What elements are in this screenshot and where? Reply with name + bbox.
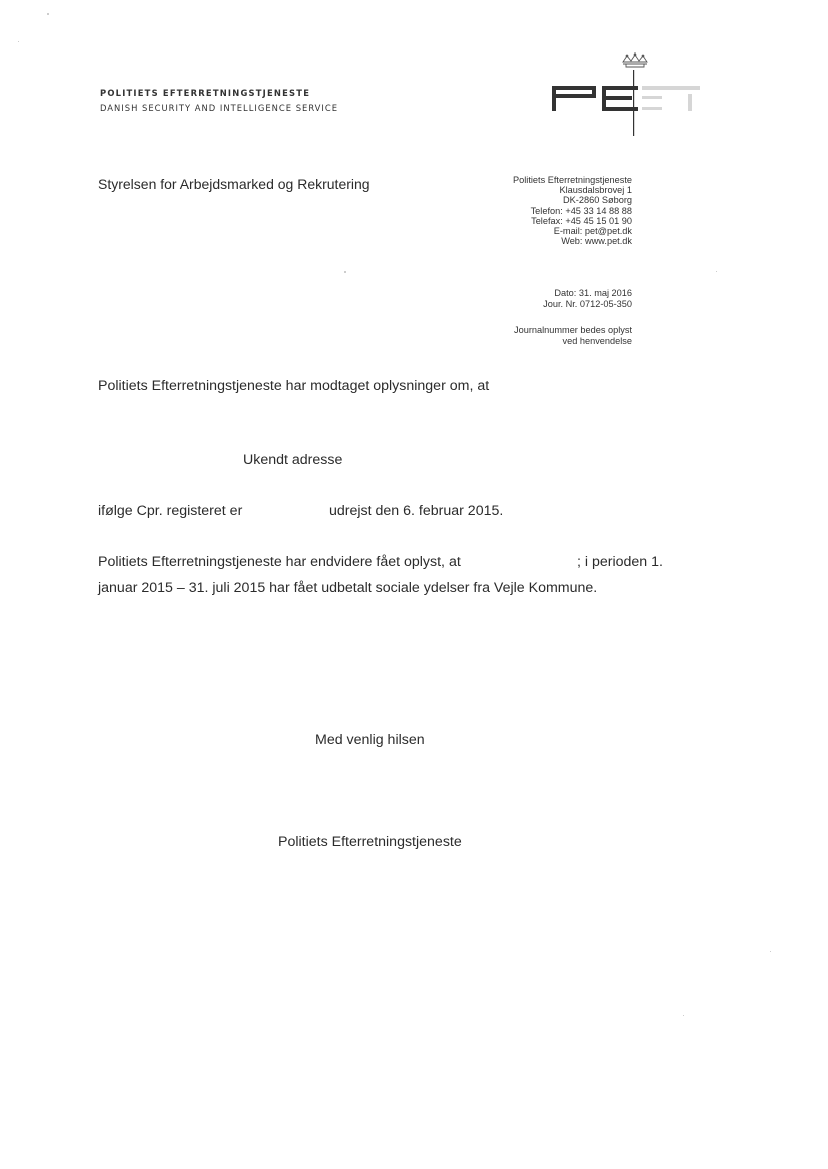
journal-note-line-2: ved henvendelse — [562, 335, 632, 346]
org-name-english: DANISH SECURITY AND INTELLIGENCE SERVICE — [100, 103, 339, 113]
sender-phone: Telefon: +45 33 14 88 88 — [530, 205, 632, 216]
address-line: Ukendt adresse — [243, 452, 343, 468]
scan-speck — [18, 41, 19, 42]
journal-note-line-1: Journalnummer bedes oplyst — [514, 325, 632, 335]
scan-speck — [716, 271, 717, 272]
scan-speck — [770, 951, 771, 952]
sender-fax: Telefax: +45 45 15 01 90 — [531, 215, 632, 226]
sender-street: Klausdalsbrovej 1 — [559, 185, 632, 196]
paragraph-2-line-1-start: Politiets Efterretningstjeneste har endvidere fået oplyst, at — [98, 554, 461, 570]
recipient-name: Styrelsen for Arbejdsmarked og Rekrutering — [98, 176, 370, 192]
sender-address-block — [513, 175, 632, 246]
crown-icon — [623, 52, 647, 67]
closing-signature: Politiets Efterretningstjeneste — [278, 834, 462, 850]
scan-speck — [683, 1015, 684, 1016]
sender-name: Politiets Efterretningstjeneste — [513, 175, 632, 185]
pet-logo — [548, 52, 720, 138]
scan-speck — [47, 13, 49, 15]
journal-number: Jour. Nr. 0712-05-350 — [543, 298, 632, 309]
letter-date: Dato: 31. maj 2016 — [554, 288, 632, 298]
org-name-danish: POLITIETS EFTERRETNINGSTJENESTE — [100, 88, 311, 98]
intro-paragraph: Politiets Efterretningstjeneste har modtaget oplysninger om, at — [98, 378, 490, 394]
scan-speck — [344, 271, 346, 273]
date-journal-block — [543, 288, 632, 309]
sender-email: E-mail: pet@pet.dk — [553, 226, 632, 237]
closing-greeting: Med venlig hilsen — [315, 732, 425, 748]
sender-web: Web: www.pet.dk — [561, 236, 632, 247]
paragraph-2-line-2: januar 2015 – 31. juli 2015 har fået udbetalt sociale ydelser fra Vejle Kommune. — [98, 580, 598, 596]
cpr-text-prefix: ifølge Cpr. registeret er — [98, 503, 243, 519]
cpr-text-suffix: udrejst den 6. februar 2015. — [329, 503, 504, 519]
journal-note-block — [514, 325, 632, 346]
paragraph-2-line-1-end: ; i perioden 1. — [577, 554, 663, 570]
sender-city: DK-2860 Søborg — [563, 195, 632, 206]
